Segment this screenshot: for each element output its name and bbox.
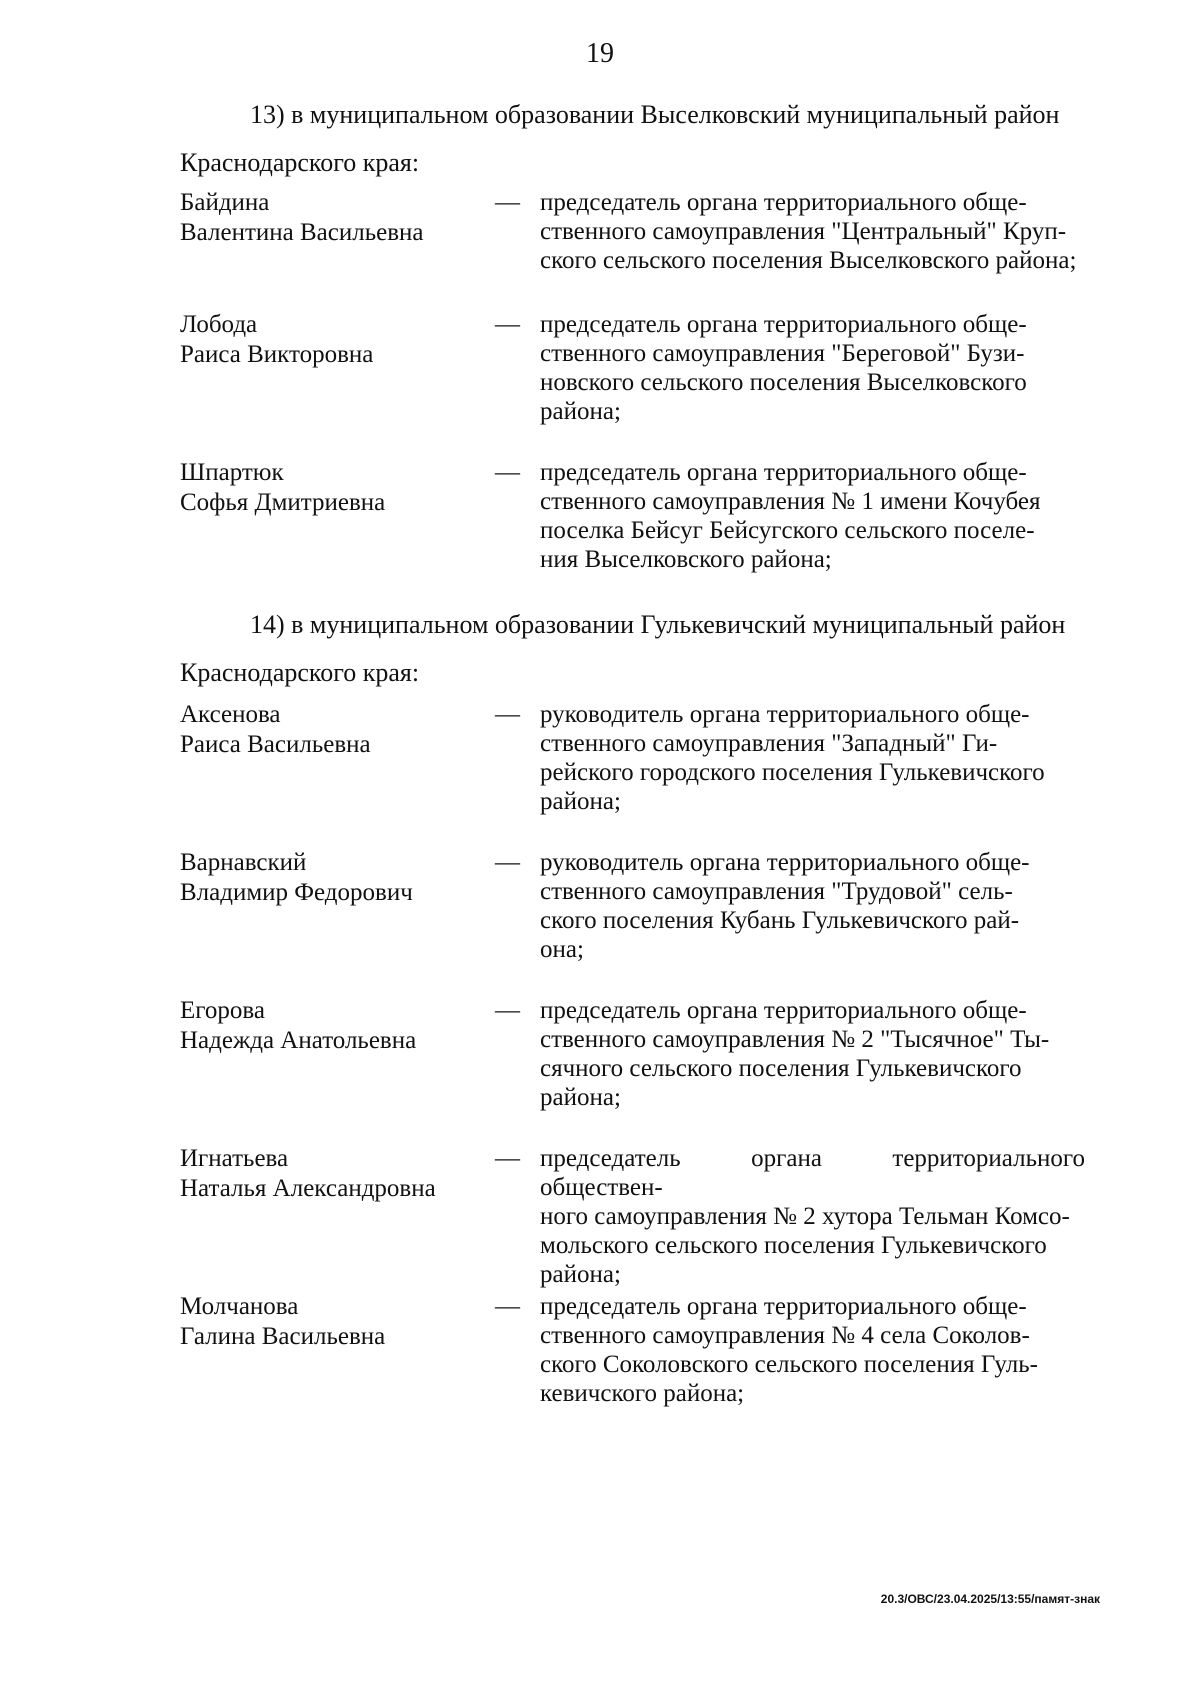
- dash: —: [495, 189, 520, 216]
- dash: —: [495, 459, 520, 486]
- given-names: Софья Дмитриевна: [180, 489, 386, 516]
- dash: —: [495, 1145, 520, 1172]
- section-14-heading: 14) в муниципальном образовании Гулькевичский муниципальный район: [250, 610, 1066, 639]
- position-description: председатель органа территориального обще- ственного самоуправления "Береговой" Бузи- новского сельского поселения Выселковского района;: [540, 311, 1027, 425]
- person-name: [180, 310, 500, 370]
- given-names: Валентина Васильевна: [180, 219, 424, 246]
- position-description: руководитель органа территориального обще- ственного самоуправления "Трудовой" сель- ского поселения Кубань Гулькевичского рай- она;: [540, 849, 1030, 963]
- surname: Шпартюк: [180, 459, 284, 486]
- section-13-heading-continuation: Краснодарского края:: [180, 148, 420, 177]
- section-14-heading-continuation: Краснодарского края:: [180, 658, 420, 687]
- given-names: Раиса Викторовна: [180, 341, 374, 368]
- surname: Молчанова: [180, 1293, 299, 1320]
- dash: —: [495, 849, 520, 876]
- person-name: [180, 1292, 500, 1352]
- given-names: Владимир Федорович: [180, 879, 413, 906]
- person-name: [180, 700, 500, 760]
- surname: Игнатьева: [180, 1145, 289, 1172]
- position-description: председатель органа территориального обще- ственного самоуправления № 1 имени Кочубея поселка Бейсуг Бейсугского сельского поселе- ния Выселковского района;: [540, 459, 1041, 573]
- dash: —: [495, 701, 520, 728]
- dash: —: [495, 311, 520, 338]
- dash: —: [495, 997, 520, 1024]
- position-description: председатель органа территориального обще- ственного самоуправления № 4 села Соколов- ского Соколовского сельского поселения Гуль- кевичского района;: [540, 1293, 1038, 1407]
- surname: Байдина: [180, 189, 270, 216]
- person-name: [180, 848, 500, 908]
- surname: Лобода: [180, 311, 258, 338]
- position-description: председатель органа территориального обществен- ного самоуправления № 2 хутора Тельман Комсо- мольского сельского поселения Гулькевичского района;: [540, 1145, 1085, 1288]
- section-13-heading: 13) в муниципальном образовании Выселковский муниципальный район: [250, 100, 1060, 129]
- position-description: руководитель органа территориального обще- ственного самоуправления "Западный" Ги- рейского городского поселения Гулькевичского района;: [540, 701, 1045, 815]
- person-name: [180, 458, 500, 518]
- surname: Аксенова: [180, 701, 281, 728]
- document-stamp: 20.3/ОВС/23.04.2025/13:55/памят-знак: [880, 1592, 1100, 1606]
- person-name: [180, 1144, 500, 1204]
- given-names: Наталья Александровна: [180, 1175, 436, 1202]
- surname: Варнавский: [180, 849, 307, 876]
- surname: Егорова: [180, 997, 265, 1024]
- given-names: Надежда Анатольевна: [180, 1027, 417, 1054]
- person-name: [180, 996, 500, 1056]
- given-names: Раиса Васильевна: [180, 731, 371, 758]
- page-number: 19: [586, 38, 614, 69]
- position-description: председатель органа территориального обще- ственного самоуправления "Центральный" Круп- ского сельского поселения Выселковского района;: [540, 189, 1077, 274]
- dash: —: [495, 1293, 520, 1320]
- position-description: председатель органа территориального обще- ственного самоуправления № 2 "Тысячное" Ты- сячного сельского поселения Гулькевичского района;: [540, 997, 1050, 1111]
- given-names: Галина Васильевна: [180, 1323, 386, 1350]
- person-name: [180, 188, 500, 248]
